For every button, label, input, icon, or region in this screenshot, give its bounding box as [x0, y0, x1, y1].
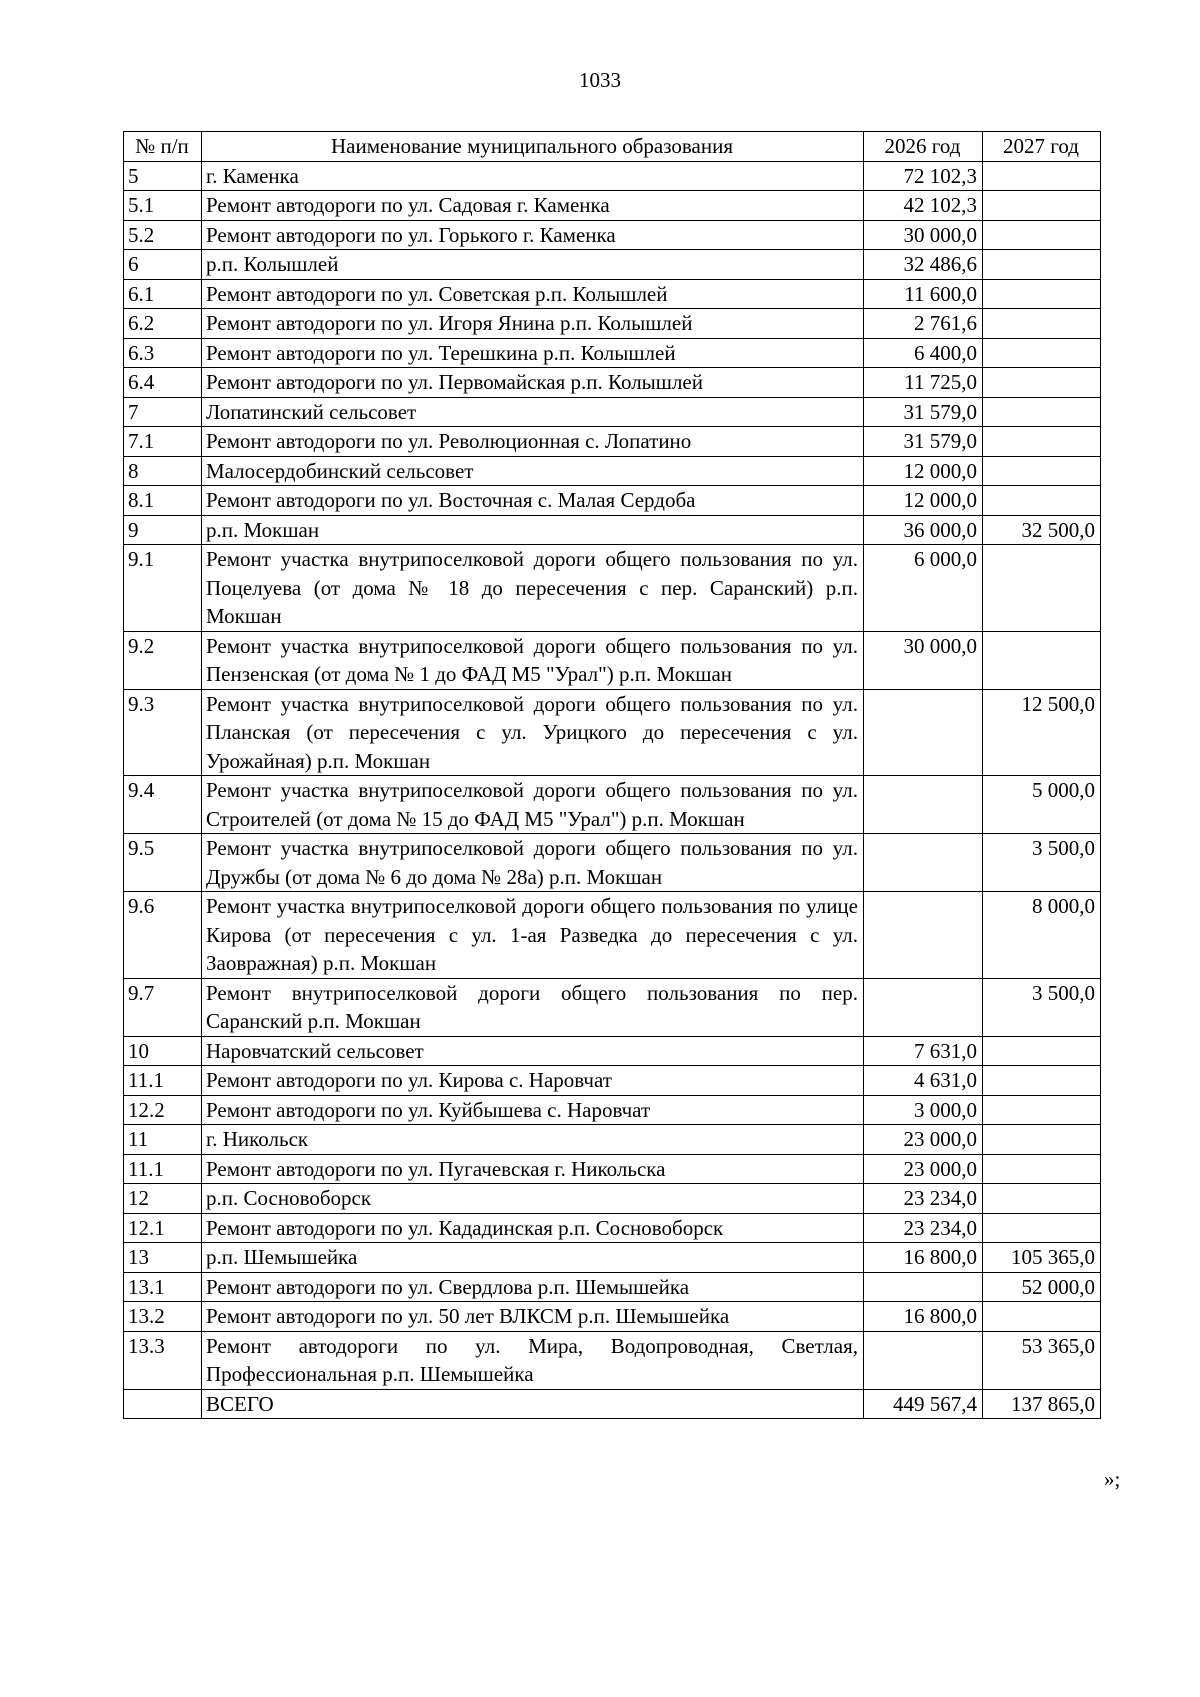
table-row [124, 1095, 1101, 1125]
row-name: р.п. Мокшан [202, 515, 864, 545]
row-number: 9.1 [124, 545, 202, 632]
row-value-2026: 72 102,3 [864, 161, 983, 191]
row-name: Ремонт автодороги по ул. Кирова с. Наровчат [202, 1066, 864, 1096]
row-number: 13.3 [124, 1331, 202, 1389]
row-number: 5 [124, 161, 202, 191]
row-name: Ремонт автодороги по ул. Первомайская р.п. Колышлей [202, 368, 864, 398]
table-row [124, 1302, 1101, 1332]
row-value-2027 [983, 1066, 1101, 1096]
table-row [124, 161, 1101, 191]
row-value-2027 [983, 456, 1101, 486]
row-value-2026: 30 000,0 [864, 631, 983, 689]
row-name: Ремонт автодороги по ул. Куйбышева с. Наровчат [202, 1095, 864, 1125]
row-number: 7 [124, 397, 202, 427]
header-2027: 2027 год [983, 132, 1101, 162]
row-name: Ремонт автодороги по ул. Горького г. Каменка [202, 220, 864, 250]
row-value-2026 [864, 1272, 983, 1302]
row-name: Ремонт автодороги по ул. Советская р.п. Колышлей [202, 279, 864, 309]
table-row [124, 397, 1101, 427]
row-name: ВСЕГО [202, 1389, 864, 1419]
row-name: Наровчатский сельсовет [202, 1036, 864, 1066]
row-value-2027 [983, 1184, 1101, 1214]
row-name: Малосердобинский сельсовет [202, 456, 864, 486]
row-value-2027 [983, 220, 1101, 250]
table-row [124, 776, 1101, 834]
page-number: 1033 [579, 68, 621, 92]
row-value-2027: 3 500,0 [983, 834, 1101, 892]
table-row [124, 1125, 1101, 1155]
table-row [124, 1184, 1101, 1214]
row-value-2027 [983, 338, 1101, 368]
row-value-2026: 23 234,0 [864, 1184, 983, 1214]
row-name: Ремонт автодороги по ул. Революционная с. Лопатино [202, 427, 864, 457]
row-value-2027 [983, 486, 1101, 516]
row-number: 5.1 [124, 191, 202, 221]
row-number: 6 [124, 250, 202, 280]
row-value-2026 [864, 1331, 983, 1389]
row-value-2027 [983, 309, 1101, 339]
table-row [124, 1213, 1101, 1243]
table-row [124, 486, 1101, 516]
row-name: Ремонт автодороги по ул. Садовая г. Каменка [202, 191, 864, 221]
row-value-2026 [864, 978, 983, 1036]
funding-table [123, 131, 1101, 1419]
row-name: Ремонт автодороги по ул. Мира, Водопроводная, Светлая, Профессиональная р.п. Шемышейка [202, 1331, 864, 1389]
row-value-2027 [983, 1302, 1101, 1332]
row-number: 6.2 [124, 309, 202, 339]
row-value-2026: 7 631,0 [864, 1036, 983, 1066]
header-name: Наименование муниципального образования [202, 132, 864, 162]
row-number: 12 [124, 1184, 202, 1214]
row-name: г. Никольск [202, 1125, 864, 1155]
table-row [124, 427, 1101, 457]
row-number: 9.6 [124, 892, 202, 979]
row-value-2027 [983, 1125, 1101, 1155]
table-row [124, 1389, 1101, 1419]
row-number: 6.4 [124, 368, 202, 398]
row-name: Ремонт автодороги по ул. Терешкина р.п. Колышлей [202, 338, 864, 368]
row-number: 8 [124, 456, 202, 486]
row-name: р.п. Колышлей [202, 250, 864, 280]
row-value-2027: 137 865,0 [983, 1389, 1101, 1419]
row-number: 11.1 [124, 1066, 202, 1096]
row-value-2026: 31 579,0 [864, 427, 983, 457]
row-number: 11 [124, 1125, 202, 1155]
row-value-2027: 3 500,0 [983, 978, 1101, 1036]
header-2026: 2026 год [864, 132, 983, 162]
row-number: 9 [124, 515, 202, 545]
closing-mark: »; [1104, 1467, 1121, 1491]
row-value-2026: 2 761,6 [864, 309, 983, 339]
table-row [124, 978, 1101, 1036]
row-name: Ремонт участка внутрипоселковой дороги общего пользования по ул. Пензенская (от дома № 1 до ФАД М5 "Урал") р.п. Мокшан [202, 631, 864, 689]
row-value-2026: 4 631,0 [864, 1066, 983, 1096]
row-value-2027: 5 000,0 [983, 776, 1101, 834]
row-value-2026: 6 000,0 [864, 545, 983, 632]
row-name: р.п. Сосновоборск [202, 1184, 864, 1214]
row-name: г. Каменка [202, 161, 864, 191]
row-value-2027: 12 500,0 [983, 689, 1101, 776]
table-row [124, 456, 1101, 486]
row-value-2027 [983, 250, 1101, 280]
row-number: 11.1 [124, 1154, 202, 1184]
table-row [124, 1272, 1101, 1302]
row-value-2026: 12 000,0 [864, 456, 983, 486]
row-name: Ремонт участка внутрипоселковой дороги общего пользования по ул. Поцелуева (от дома № 18 до пересечения с пер. Саранский) р.п. Мокшан [202, 545, 864, 632]
row-value-2026: 16 800,0 [864, 1302, 983, 1332]
table-row [124, 1154, 1101, 1184]
row-number: 9.4 [124, 776, 202, 834]
row-name: р.п. Шемышейка [202, 1243, 864, 1273]
row-number: 6.1 [124, 279, 202, 309]
row-value-2027 [983, 161, 1101, 191]
table-row [124, 545, 1101, 632]
row-value-2027: 32 500,0 [983, 515, 1101, 545]
row-value-2027 [983, 279, 1101, 309]
row-value-2026: 42 102,3 [864, 191, 983, 221]
row-value-2026: 31 579,0 [864, 397, 983, 427]
row-number: 12.2 [124, 1095, 202, 1125]
table-row [124, 631, 1101, 689]
row-value-2027: 53 365,0 [983, 1331, 1101, 1389]
row-number: 7.1 [124, 427, 202, 457]
row-number: 12.1 [124, 1213, 202, 1243]
table-row [124, 191, 1101, 221]
table-row [124, 1331, 1101, 1389]
row-value-2026: 23 000,0 [864, 1125, 983, 1155]
row-value-2027 [983, 427, 1101, 457]
row-number: 9.7 [124, 978, 202, 1036]
table-row [124, 689, 1101, 776]
table-row [124, 1243, 1101, 1273]
row-number: 13.1 [124, 1272, 202, 1302]
row-value-2026: 23 000,0 [864, 1154, 983, 1184]
row-number [124, 1389, 202, 1419]
row-value-2026 [864, 834, 983, 892]
row-value-2026 [864, 776, 983, 834]
row-value-2026: 23 234,0 [864, 1213, 983, 1243]
row-value-2026: 12 000,0 [864, 486, 983, 516]
row-number: 6.3 [124, 338, 202, 368]
row-value-2026: 36 000,0 [864, 515, 983, 545]
row-number: 9.2 [124, 631, 202, 689]
row-value-2026: 449 567,4 [864, 1389, 983, 1419]
table-row [124, 515, 1101, 545]
table-row [124, 892, 1101, 979]
row-number: 13.2 [124, 1302, 202, 1332]
table-row [124, 279, 1101, 309]
row-value-2027: 8 000,0 [983, 892, 1101, 979]
table-row [124, 220, 1101, 250]
row-name: Ремонт участка внутрипоселковой дороги общего пользования по ул. Планская (от пересечения с ул. Урицкого до пересечения с ул. Урожайная) р.п. Мокшан [202, 689, 864, 776]
row-name: Ремонт участка внутрипоселковой дороги общего пользования по ул. Строителей (от дома № 15 до ФАД М5 "Урал") р.п. Мокшан [202, 776, 864, 834]
table-row [124, 1036, 1101, 1066]
row-name: Ремонт автодороги по ул. Кададинская р.п. Сосновоборск [202, 1213, 864, 1243]
table-row [124, 338, 1101, 368]
row-number: 13 [124, 1243, 202, 1273]
row-name: Ремонт участка внутрипоселковой дороги общего пользования по ул. Дружбы (от дома № 6 до дома № 28а) р.п. Мокшан [202, 834, 864, 892]
row-value-2027 [983, 545, 1101, 632]
row-number: 10 [124, 1036, 202, 1066]
row-name: Ремонт автодороги по ул. Игоря Янина р.п. Колышлей [202, 309, 864, 339]
row-value-2027 [983, 1036, 1101, 1066]
row-value-2027 [983, 1095, 1101, 1125]
table-row [124, 250, 1101, 280]
row-value-2027: 52 000,0 [983, 1272, 1101, 1302]
row-value-2026: 6 400,0 [864, 338, 983, 368]
row-value-2027 [983, 1154, 1101, 1184]
table-header-row [124, 132, 1101, 162]
row-value-2026 [864, 892, 983, 979]
row-name: Ремонт автодороги по ул. Свердлова р.п. Шемышейка [202, 1272, 864, 1302]
row-value-2026: 3 000,0 [864, 1095, 983, 1125]
row-value-2026: 30 000,0 [864, 220, 983, 250]
row-number: 8.1 [124, 486, 202, 516]
row-name: Ремонт внутрипоселковой дороги общего пользования по пер. Саранский р.п. Мокшан [202, 978, 864, 1036]
row-name: Ремонт автодороги по ул. Восточная с. Малая Сердоба [202, 486, 864, 516]
row-name: Ремонт автодороги по ул. 50 лет ВЛКСМ р.п. Шемышейка [202, 1302, 864, 1332]
row-value-2026: 32 486,6 [864, 250, 983, 280]
row-number: 9.3 [124, 689, 202, 776]
row-value-2026 [864, 689, 983, 776]
table-row [124, 368, 1101, 398]
row-value-2027 [983, 1213, 1101, 1243]
row-name: Лопатинский сельсовет [202, 397, 864, 427]
row-number: 9.5 [124, 834, 202, 892]
row-number: 5.2 [124, 220, 202, 250]
row-value-2027: 105 365,0 [983, 1243, 1101, 1273]
row-value-2027 [983, 368, 1101, 398]
row-value-2026: 11 600,0 [864, 279, 983, 309]
header-number: № п/п [124, 132, 202, 162]
row-value-2026: 11 725,0 [864, 368, 983, 398]
row-value-2027 [983, 397, 1101, 427]
row-name: Ремонт автодороги по ул. Пугачевская г. Никольска [202, 1154, 864, 1184]
row-value-2026: 16 800,0 [864, 1243, 983, 1273]
row-value-2027 [983, 191, 1101, 221]
row-name: Ремонт участка внутрипоселковой дороги общего пользования по улице Кирова (от пересечения с ул. 1-ая Разведка до пересечения с ул. Заовражная) р.п. Мокшан [202, 892, 864, 979]
table-row [124, 1066, 1101, 1096]
table-row [124, 834, 1101, 892]
table-row [124, 309, 1101, 339]
row-value-2027 [983, 631, 1101, 689]
